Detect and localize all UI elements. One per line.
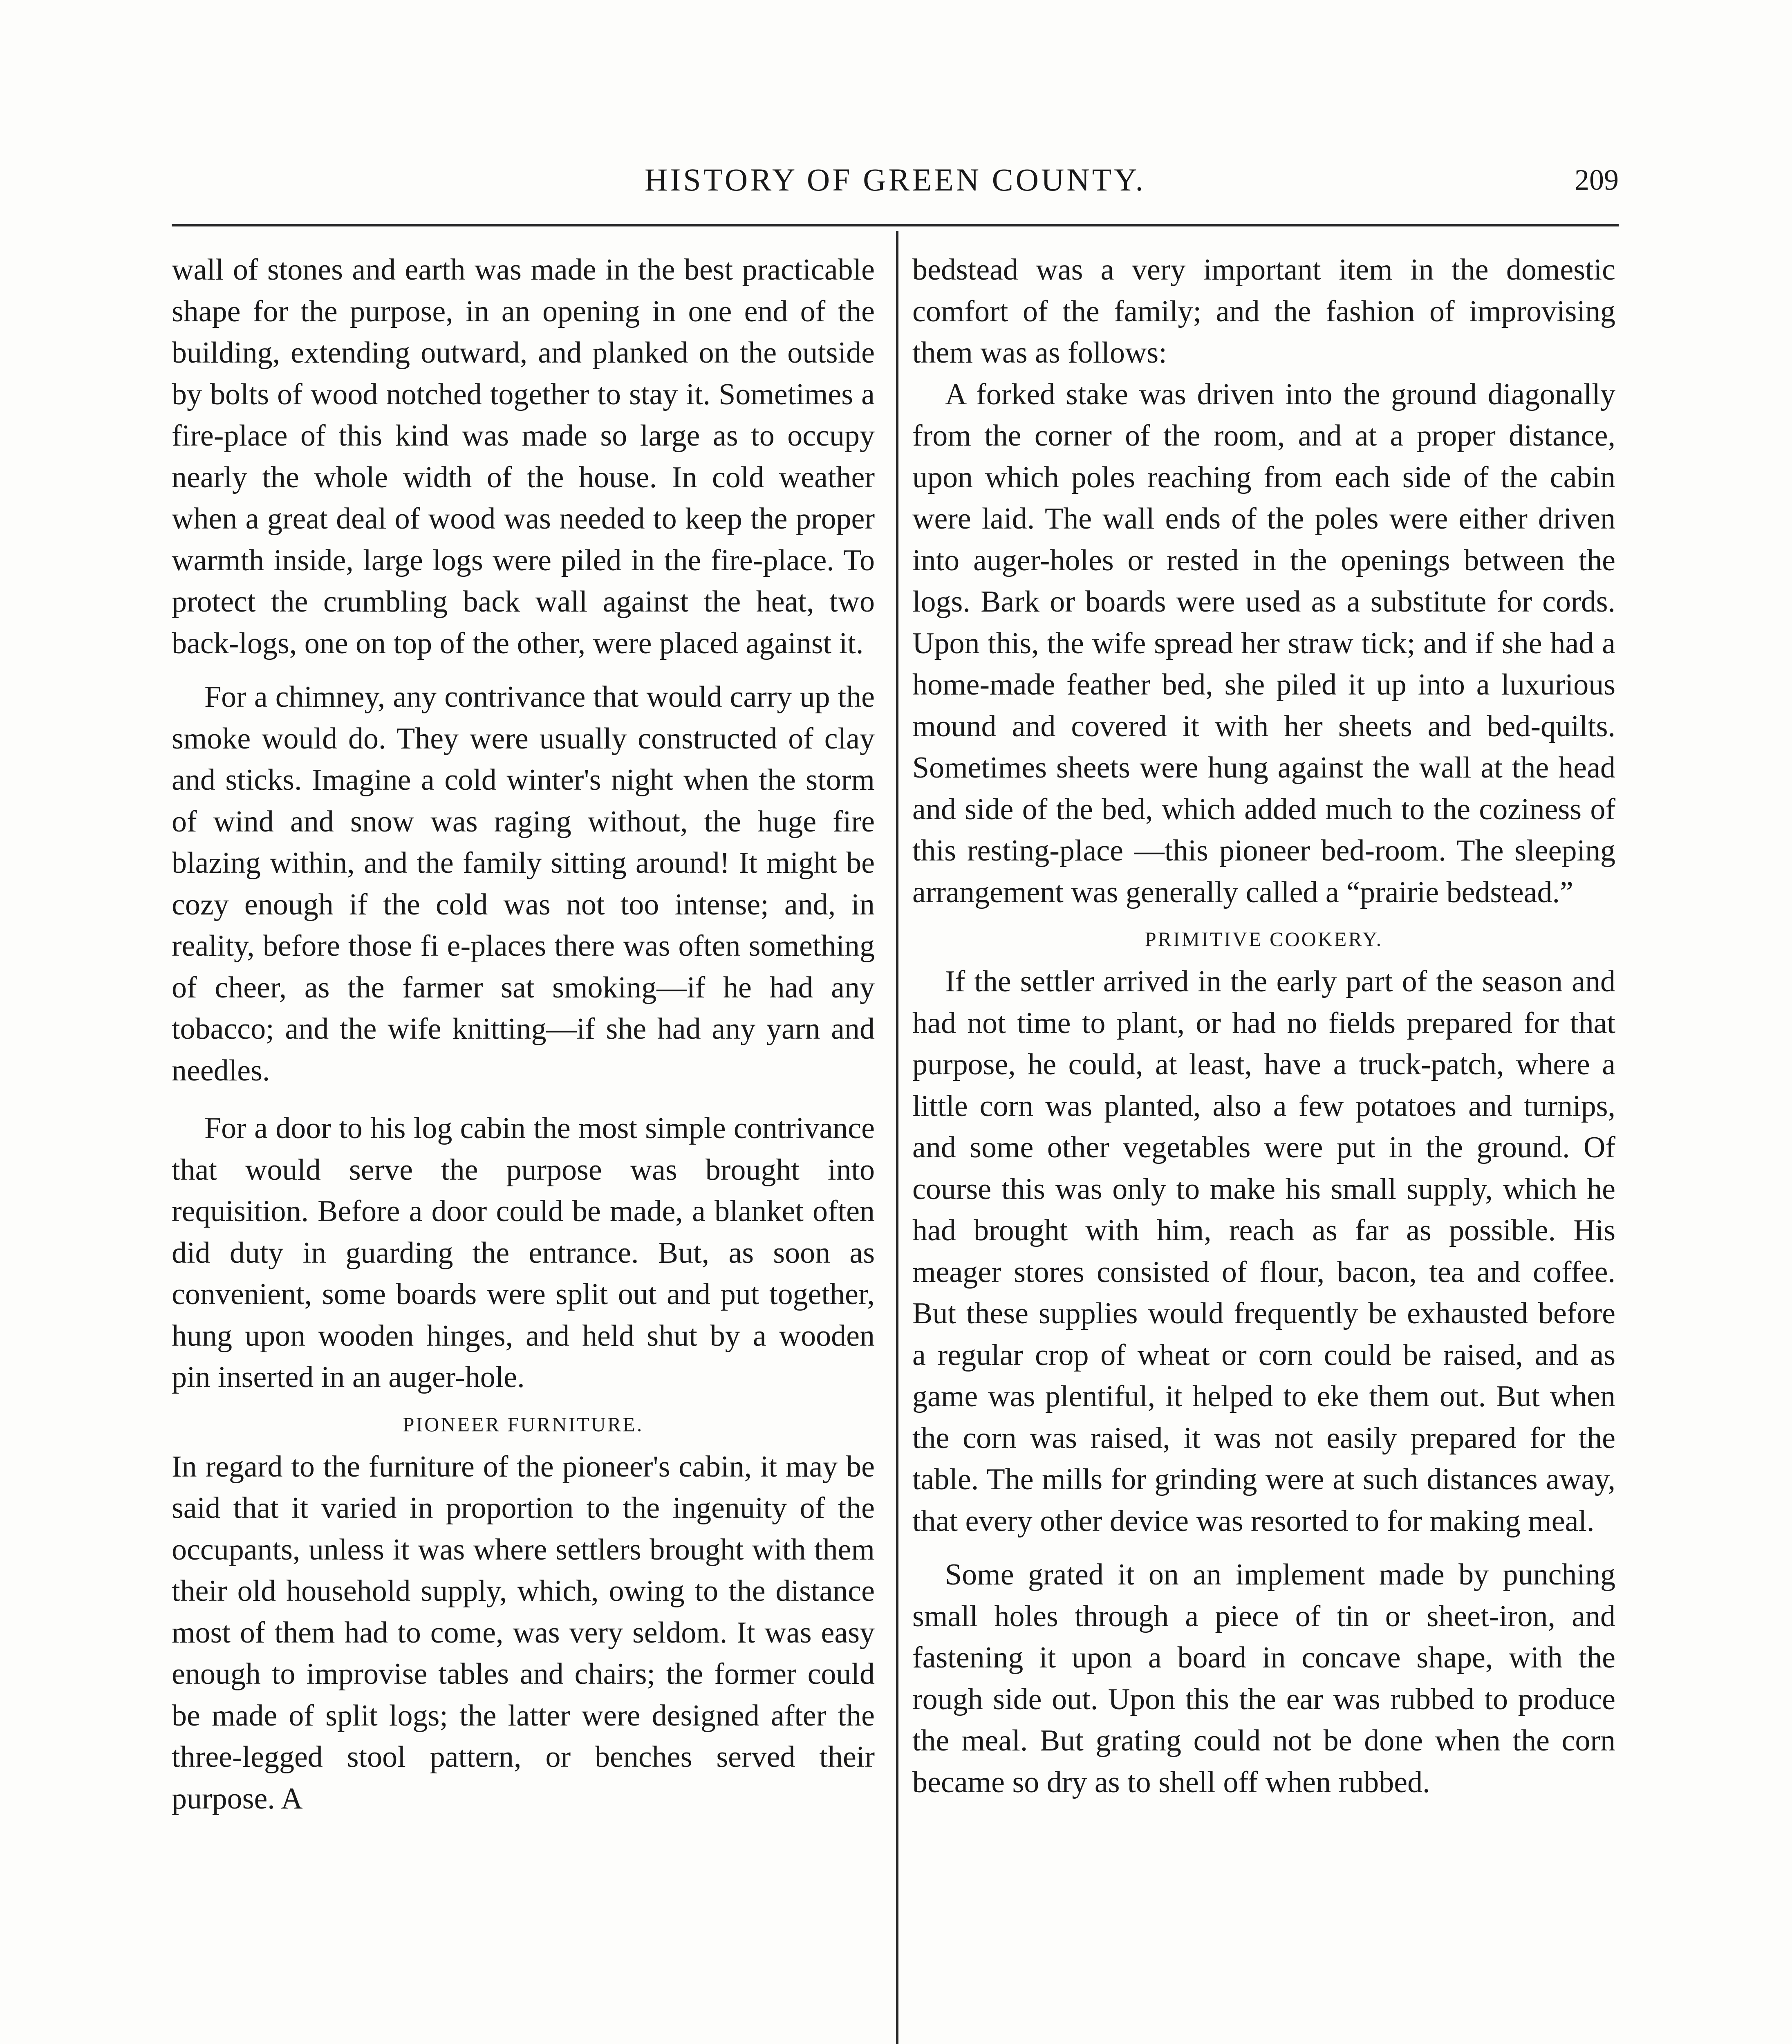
column-divider [896, 231, 898, 2044]
section-heading-primitive-cookery: PRIMITIVE COOKERY. [1145, 928, 1383, 950]
header-rule [172, 224, 1619, 226]
left-column [172, 249, 875, 1820]
running-header [172, 155, 1619, 204]
left-paragraph-furniture: In regard to the furniture of the pioneer's cabin, it may be said that it varied in proportion to the ingenuity of the occupants, unless it was where settlers brought with them their old household supply, which, owing to the distance most of them had to come, was very seldom. It was easy enough to improvise tables and chairs; the former could be made of split logs; the latter were designed after the three-legged stool pattern, or benches served their purpose. A [172, 1450, 875, 1815]
left-paragraph-fireplace: wall of stones and earth was made in the best practicable shape for the purpose, in an opening in one end of the building, extending outward, and planked on the outside by bolts of wood notched together to stay it. Sometimes a fire-place of this kind was made so large as to occupy nearly the whole width of the house. In cold weather when a great deal of wood was needed to keep the proper warmth inside, large logs were piled in the fire-place. To protect the crumbling back wall against the heat, two back-logs, one on top of the other, were placed against it. [172, 253, 875, 660]
section-heading-pioneer-furniture: PIONEER FURNITURE. [403, 1412, 644, 1436]
right-paragraph-settler: If the settler arrived in the early part of the season and had not time to plant, or had no fields prepared for that purpose, he could, at least, have a truck-patch, where a little corn was planted, also a few potatoes and turnips, and some other vegetables were put in the ground. Of course this was only to make his small supply, which he had brought with him, reach as far as possible. His meager stores consisted of flour, bacon, tea and coffee. But these supplies would frequently be exhausted before a regular crop of wheat or corn could be raised, and as game was plentiful, it helped to eke them out. But when the corn was raised, it was not easily prepared for the table. The mills for grinding were at such distances away, that every other device was resorted to for making meal. [912, 965, 1615, 1538]
right-paragraph-bedstead: bedstead was a very important item in the domestic comfort of the family; and the fashion of improvising them was as follows: [912, 253, 1615, 370]
page-number: 209 [1575, 164, 1619, 196]
right-column [912, 249, 1615, 1803]
right-paragraph-grating: Some grated it on an implement made by punching small holes through a piece of tin or sheet-iron, and fastening it upon a board in concave shape, with the rough side out. Upon this the ear was rubbed to produce the meal. But grating could not be done when the corn became so dry as to shell off when rubbed. [912, 1558, 1615, 1799]
running-title: HISTORY OF GREEN COUNTY. [644, 162, 1146, 197]
right-paragraph-forked-stake: A forked stake was driven into the ground diagonally from the corner of the room, and at a proper distance, upon which poles reaching from each side of the cabin were laid. The wall ends of the poles were either driven into auger-holes or rested in the openings between the logs. Bark or boards were used as a substitute for cords. Upon this, the wife spread her straw tick; and if she had a home-made feather bed, she piled it up into a luxurious mound and covered it with her sheets and bed-quilts. Sometimes sheets were hung against the wall at the head and side of the bed, which added much to the coziness of this resting-place —this pioneer bed-room. The sleeping arrangement was generally called a “prairie bedstead.” [912, 377, 1615, 909]
left-paragraph-chimney: For a chimney, any contrivance that would carry up the smoke would do. They were usually constructed of clay and sticks. Imagine a cold winter's night when the storm of wind and snow was raging without, the huge fire blazing within, and the family sitting around! It might be cozy enough if the cold was not too intense; and, in reality, before those fi e-places there was often something of cheer, as the farmer sat smoking—if he had any tobacco; and the wife knitting—if she had any yarn and needles. [172, 680, 875, 1087]
left-paragraph-door: For a door to his log cabin the most simple contrivance that would serve the purpose was brought into requisition. Before a door could be made, a blanket often did duty in guarding the entrance. But, as soon as convenient, some boards were split out and put together, hung upon wooden hinges, and held shut by a wooden pin inserted in an auger-hole. [172, 1112, 875, 1394]
